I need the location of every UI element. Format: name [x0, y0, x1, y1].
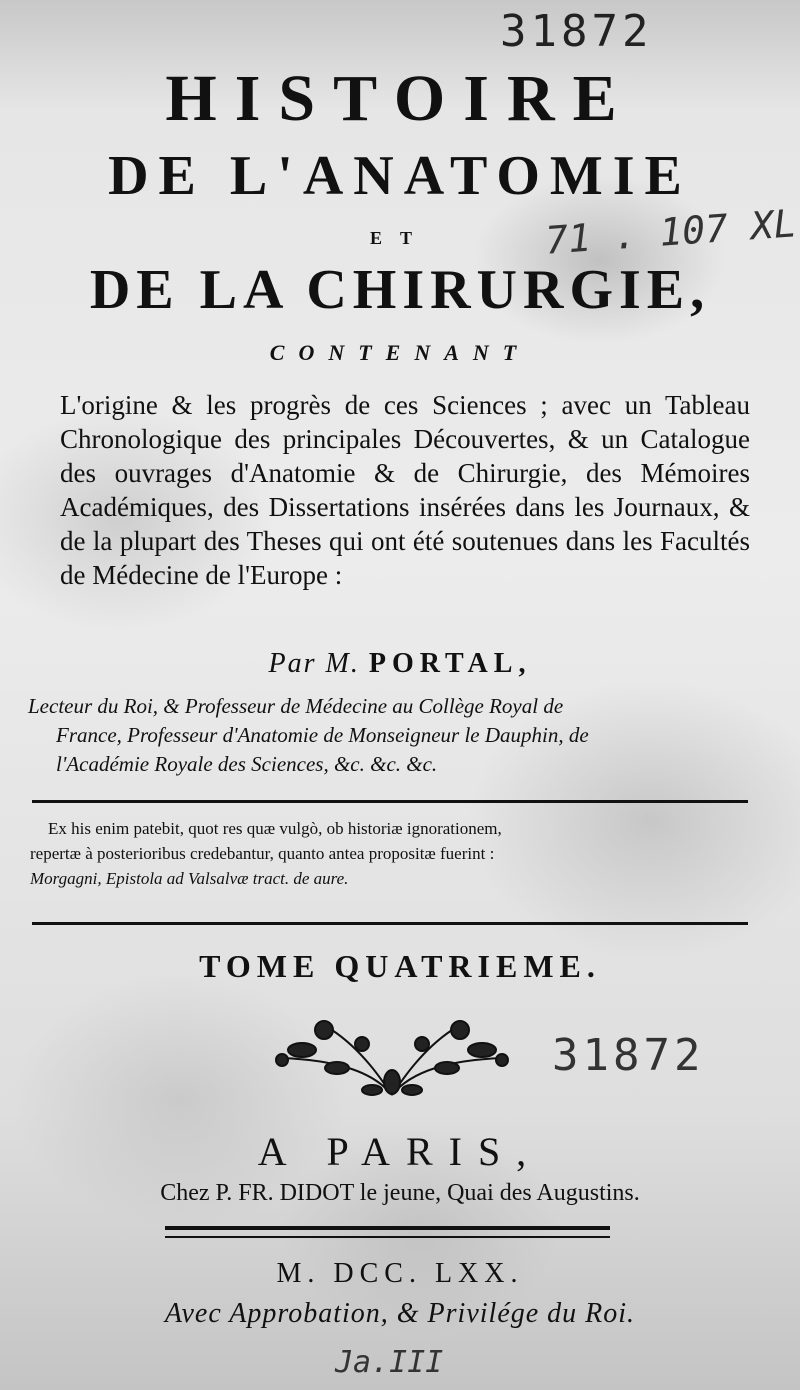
- author-line: [0, 648, 800, 680]
- epigraph-line-1: Ex his enim patebit, quot res quæ vulgò, ob historiæ ignorationem,: [48, 819, 502, 838]
- imprint-approbation: Avec Approbation, & Privilége du Roi.: [164, 1298, 636, 1329]
- epigraph-line-2: repertæ à posterioribus credebantur, quanto antea propositæ fuerint :: [30, 844, 495, 863]
- imprint-date: M. DCC. LXX.: [276, 1258, 524, 1289]
- credentials-line-1: Lecteur du Roi, & Professeur de Médecine au Collège Royal de: [28, 694, 564, 718]
- author-name: PORTAL,: [368, 648, 532, 679]
- divider-rule-imprint-1: [165, 1226, 610, 1230]
- epigraph-attribution: Morgagni, Epistola ad Valsalvæ tract. de aure.: [30, 869, 349, 888]
- floral-ornament-icon: [262, 1010, 522, 1110]
- title-line-chirurgie: DE LA CHIRURGIE,: [89, 259, 711, 321]
- library-stamp-number-2: 31872: [552, 1030, 705, 1081]
- divider-rule-top: [32, 800, 748, 803]
- imprint-city: A PARIS,: [257, 1129, 543, 1174]
- credentials-line-2: France, Professeur d'Anatomie de Monseigneur le Dauphin, de: [56, 723, 589, 747]
- author-prefix: Par M.: [268, 648, 360, 679]
- handwritten-shelfmark: 71 . 107 XL: [543, 201, 798, 263]
- title-line-histoire: HISTOIRE: [165, 62, 635, 135]
- volume-title: TOME QUATRIEME.: [199, 948, 601, 984]
- divider-rule-middle: [32, 922, 748, 925]
- credentials-line-3: l'Académie Royale des Sciences, &c. &c. &c.: [56, 752, 438, 776]
- imprint-publisher: Chez P. FR. DIDOT le jeune, Quai des Augustins.: [160, 1180, 640, 1206]
- author-credentials: [28, 692, 758, 779]
- handwritten-volume-mark: Ja.III: [335, 1345, 444, 1380]
- epigraph: [30, 816, 760, 891]
- contenant-heading: CONTENANT: [269, 340, 531, 365]
- divider-rule-imprint-2: [165, 1236, 610, 1238]
- library-stamp-number: 31872: [500, 6, 653, 57]
- title-line-anatomie: DE L'ANATOMIE: [108, 145, 692, 207]
- description-paragraph: L'origine & les progrès de ces Sciences ; avec un Tableau Chronologique des principales Découvertes, & un Catalogue des ouvrages d'Anatomie & de Chirurgie, des Mémoires Académiques, des Dissertations insérées dans les Journaux, & de la plupart des Theses qui ont été soutenues dans les Facultés de Médecine de l'Europe :: [60, 390, 750, 590]
- title-line-et: ET: [369, 228, 430, 248]
